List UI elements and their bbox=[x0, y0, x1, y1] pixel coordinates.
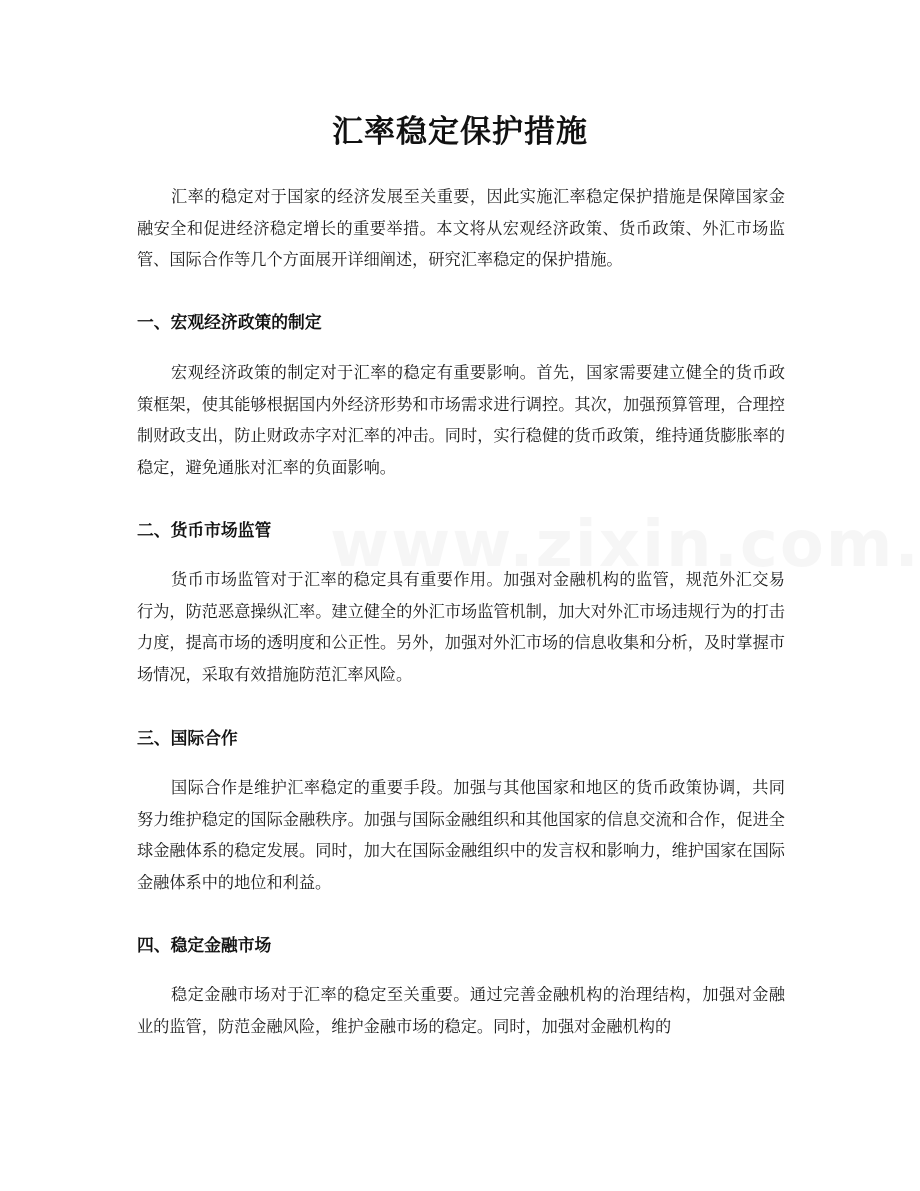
section-heading-4: 四、稳定金融市场 bbox=[137, 935, 272, 955]
section-body-2: 货币市场监管对于汇率的稳定具有重要作用。加强对金融机构的监管，规范外汇交易行为，防范恶意操纵汇率。建立健全的外汇市场监管机制，加大对外汇市场违规行为的打击力度，提高市场的透明度和公正性。另外，加强对外汇市场的信息收集和分析，及时掌握市场情况，采取有效措施防范汇率风险。 bbox=[137, 570, 785, 684]
section-body-3: 国际合作是维护汇率稳定的重要手段。加强与其他国家和地区的货币政策协调，共同努力维护稳定的国际金融秩序。加强与国际金融组织和其他国家的信息交流和合作，促进全球金融体系的稳定发展。同时，加大在国际金融组织中的发言权和影响力，维护国家在国际金融体系中的地位和利益。 bbox=[137, 778, 785, 892]
section-heading-3: 三、国际合作 bbox=[137, 728, 238, 748]
intro-paragraph: 汇率的稳定对于国家的经济发展至关重要，因此实施汇率稳定保护措施是保障国家金融安全和促进经济稳定增长的重要举措。本文将从宏观经济政策、货币政策、外汇市场监管、国际合作等几个方面展开详细阐述，研究汇率稳定的保护措施。 bbox=[137, 187, 785, 269]
section-heading-1: 一、宏观经济政策的制定 bbox=[137, 312, 322, 332]
document-title: 汇率稳定保护措施 bbox=[332, 114, 588, 150]
section-heading-2: 二、货币市场监管 bbox=[137, 520, 272, 540]
section-body-4: 稳定金融市场对于汇率的稳定至关重要。通过完善金融机构的治理结构，加强对金融业的监管，防范金融风险，维护金融市场的稳定。同时，加强对金融机构的 bbox=[137, 985, 785, 1036]
section-body-1: 宏观经济政策的制定对于汇率的稳定有重要影响。首先，国家需要建立健全的货币政策框架，使其能够根据国内外经济形势和市场需求进行调控。其次，加强预算管理，合理控制财政支出，防止财政赤字对汇率的冲击。同时，实行稳健的货币政策，维持通货膨胀率的稳定，避免通胀对汇率的负面影响。 bbox=[137, 363, 785, 477]
